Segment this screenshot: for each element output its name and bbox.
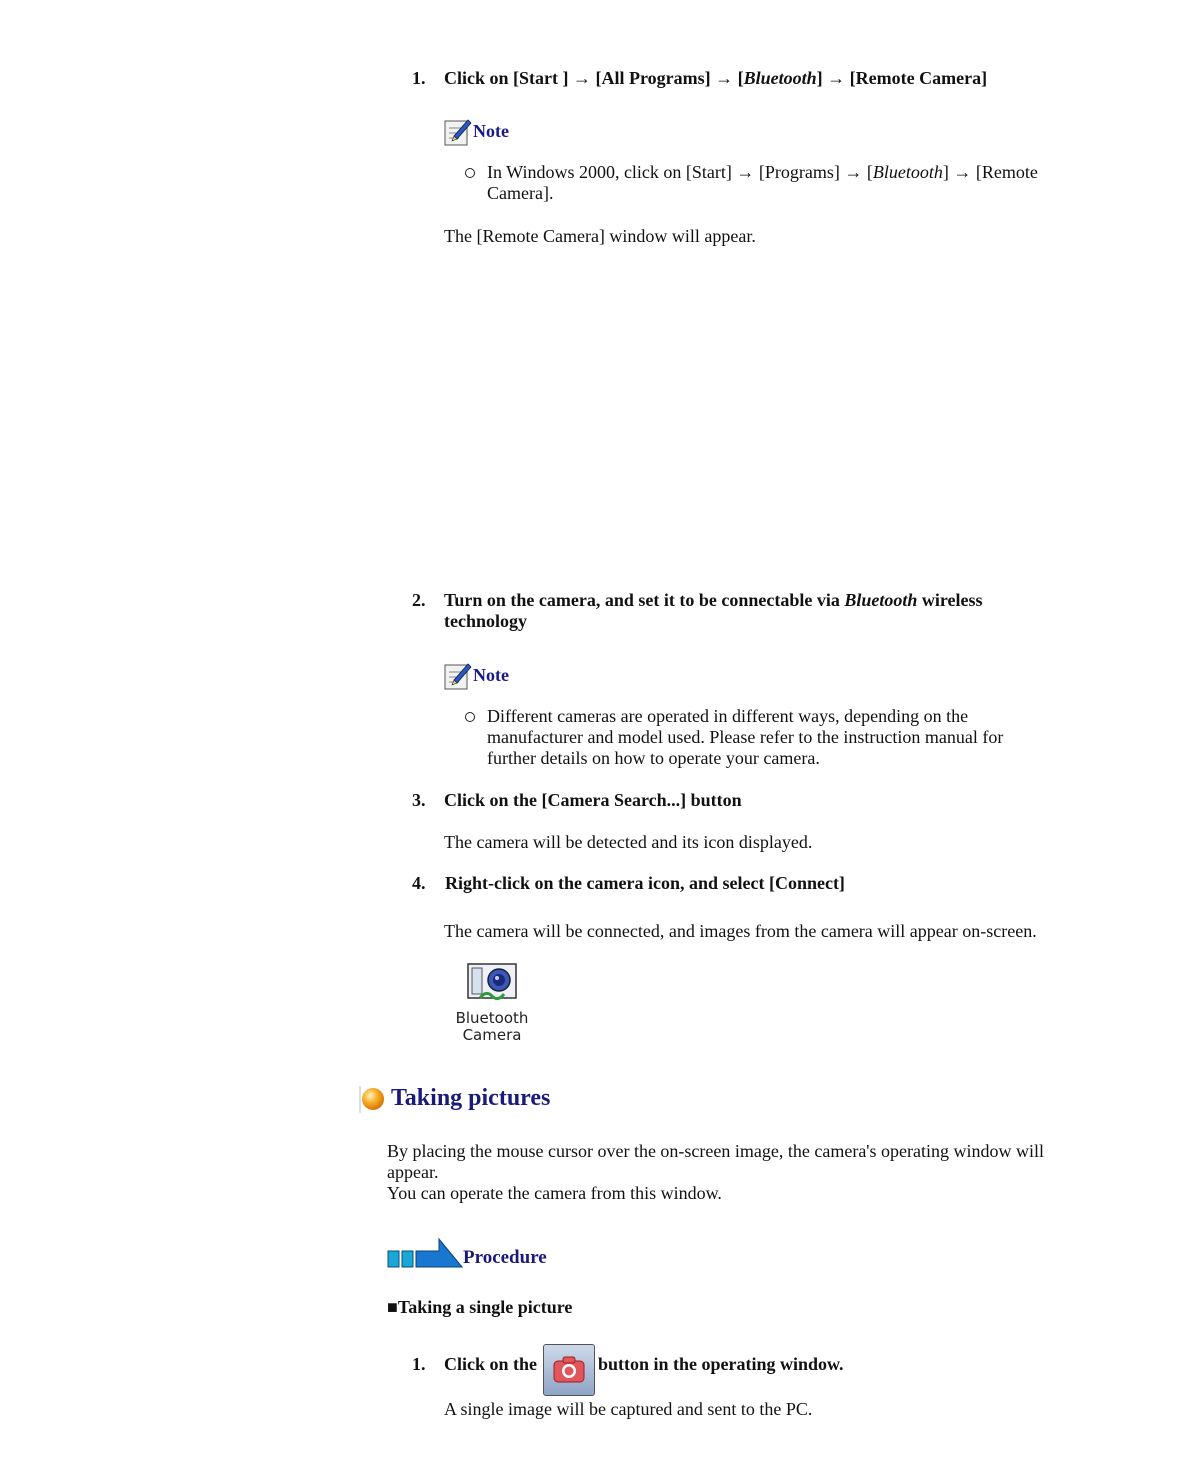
intro-line: You can operate the camera from this window. — [387, 1183, 722, 1203]
procedure-heading: Procedure — [463, 1247, 547, 1268]
camera-button-icon — [543, 1344, 595, 1396]
procedure-subheading: ■Taking a single picture — [387, 1297, 573, 1317]
step-2-text-b: wireless — [917, 590, 983, 610]
procedure-step-1-result: A single image will be captured and sent to the PC. — [444, 1399, 813, 1419]
procedure-step-1-text-b: button in the operating window. — [598, 1354, 844, 1374]
orange-sphere-icon — [359, 1084, 387, 1119]
step-4-result: The camera will be connected, and images from the camera will appear on-screen. — [444, 921, 1037, 941]
note-icon — [444, 116, 472, 151]
step-1-text-a: Click on [Start ] → [All Programs] → [ — [444, 68, 744, 88]
step-3-number: 3. — [412, 790, 426, 810]
procedure-step-1-number: 1. — [412, 1354, 426, 1374]
step-2-text-a: Turn on the camera, and set it to be connectable via — [444, 590, 845, 610]
intro-line: By placing the mouse cursor over the on-screen image, the camera's operating window will — [387, 1141, 1045, 1161]
note-heading: Note — [473, 121, 509, 141]
procedure-arrow-icon — [387, 1237, 463, 1274]
note-text-line: Different cameras are operated in different ways, depending on the — [487, 706, 969, 726]
bluetooth-camera-label-line2: Camera — [462, 1026, 522, 1044]
section-title: Taking pictures — [391, 1085, 551, 1111]
step-3-instruction: Click on the [Camera Search...] button — [444, 790, 742, 810]
note-heading: Note — [473, 665, 509, 685]
note-text-line2: Camera]. — [487, 183, 554, 203]
note-icon — [444, 660, 472, 695]
intro-line: appear. — [387, 1162, 439, 1182]
step-3-result: The camera will be detected and its icon displayed. — [444, 832, 813, 852]
step-2-bluetooth: Bluetooth — [844, 590, 918, 610]
step-1-result: The [Remote Camera] window will appear. — [444, 226, 756, 246]
step-2-instruction — [444, 590, 983, 611]
step-1-instruction — [444, 68, 987, 89]
note-text-line: manufacturer and model used. Please refer to the instruction manual for — [487, 727, 1004, 747]
bluetooth-camera-label-line1: Bluetooth — [455, 1009, 529, 1027]
note-text-line1 — [487, 162, 1038, 183]
note-bullet — [465, 712, 475, 722]
step-1-number: 1. — [412, 68, 426, 88]
step-2-instruction-line2: technology — [444, 611, 527, 631]
bluetooth-camera-icon — [466, 962, 520, 1009]
procedure-step-1-text-a: Click on the — [444, 1354, 538, 1374]
note-bullet — [465, 168, 475, 178]
note-text-b: ] → [Remote — [942, 162, 1038, 182]
step-1-text-b: ] → [Remote Camera] — [816, 68, 988, 88]
note-bluetooth: Bluetooth — [872, 162, 943, 182]
step-4-instruction: Right-click on the camera icon, and select [Connect] — [445, 873, 845, 893]
step-4-number: 4. — [412, 873, 426, 893]
note-text-a: In Windows 2000, click on [Start] → [Programs] → [ — [487, 162, 873, 182]
note-text-line: further details on how to operate your camera. — [487, 748, 820, 768]
step-1-bluetooth: Bluetooth — [743, 68, 817, 88]
step-2-number: 2. — [412, 590, 426, 610]
